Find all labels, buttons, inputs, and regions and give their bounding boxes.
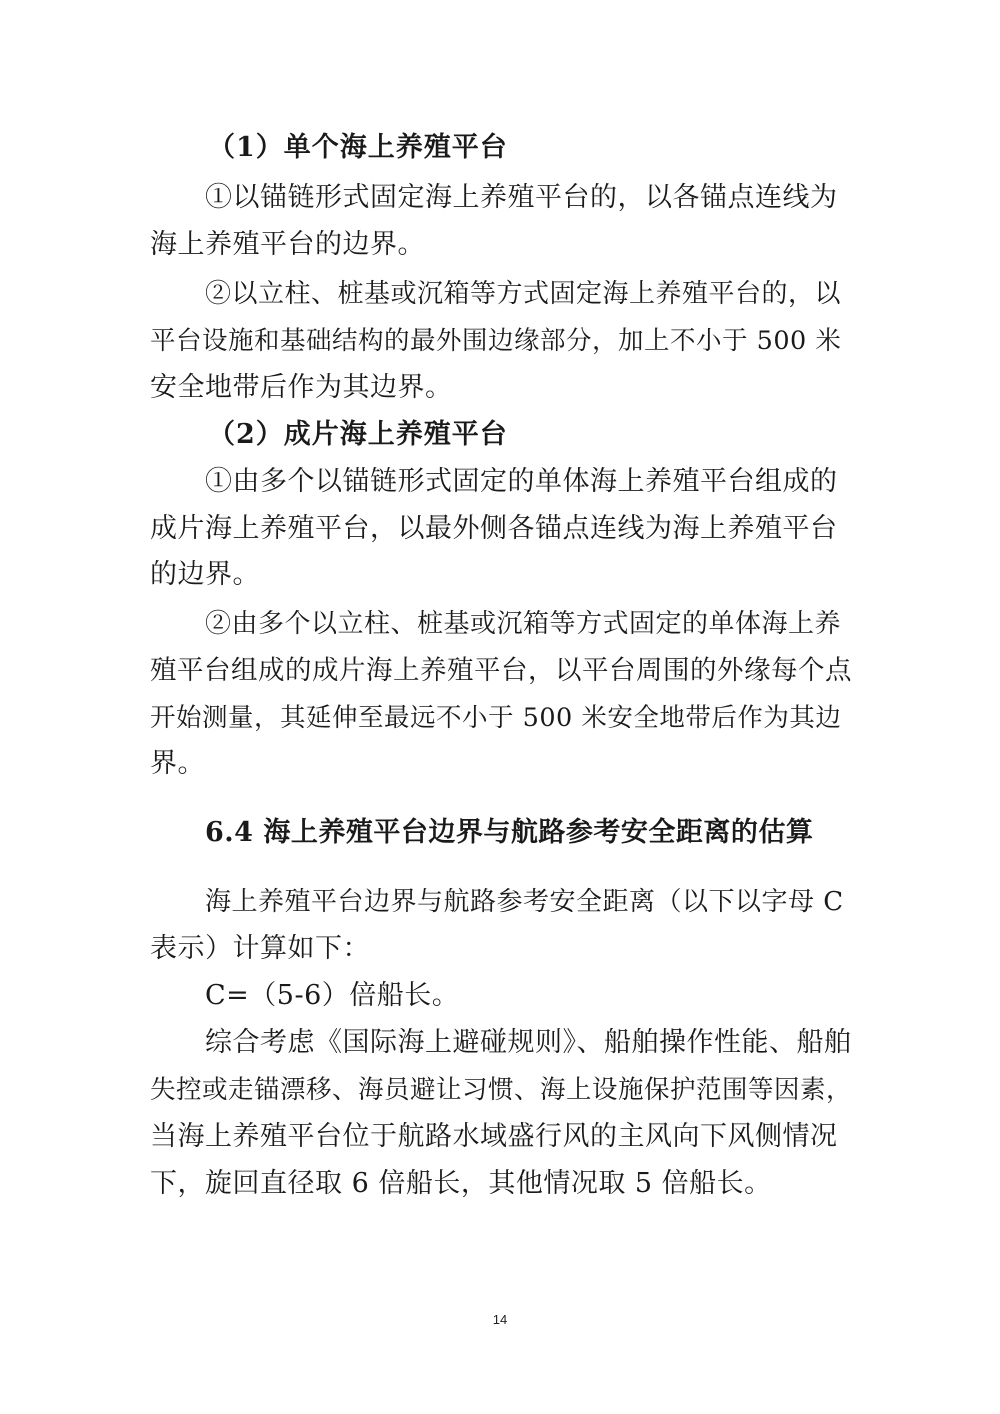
subheading-single-platform: （1）单个海上养殖平台 — [208, 132, 508, 163]
paragraph-line: 海上养殖平台边界与航路参考安全距离（以下以字母 C — [205, 887, 844, 917]
formula-line: C=（5-6）倍船长。 — [205, 980, 460, 1011]
paragraph-line: ①以锚链形式固定海上养殖平台的，以各锚点连线为 — [205, 182, 838, 213]
paragraph-line: 综合考虑《国际海上避碰规则》、船舶操作性能、船舶 — [205, 1027, 852, 1058]
paragraph-line: 殖平台组成的成片海上养殖平台，以平台周围的外缘每个点 — [150, 655, 852, 686]
paragraph-line: ①由多个以锚链形式固定的单体海上养殖平台组成的 — [205, 466, 838, 497]
paragraph-line: 当海上养殖平台位于航路水域盛行风的主风向下风侧情况 — [150, 1121, 838, 1152]
paragraph-line: 成片海上养殖平台，以最外侧各锚点连线为海上养殖平台 — [150, 513, 838, 544]
paragraph-line: 开始测量，其延伸至最远不小于 500 米安全地带后作为其边 — [150, 703, 842, 733]
paragraph-line: 安全地带后作为其边界。 — [150, 372, 453, 403]
paragraph-line: 界。 — [150, 748, 205, 779]
section-heading-6-4: 6.4 海上养殖平台边界与航路参考安全距离的估算 — [205, 817, 814, 848]
paragraph-line: 海上养殖平台的边界。 — [150, 229, 425, 260]
paragraph-line: 表示）计算如下： — [150, 933, 370, 964]
paragraph-line: 的边界。 — [150, 559, 260, 590]
paragraph-line: 下，旋回直径取 6 倍船长，其他情况取 5 倍船长。 — [150, 1168, 772, 1199]
paragraph-line: 平台设施和基础结构的最外围边缘部分，加上不小于 500 米 — [150, 326, 842, 356]
paragraph-line: ②以立柱、桩基或沉箱等方式固定海上养殖平台的，以 — [205, 279, 842, 309]
subheading-group-platform: （2）成片海上养殖平台 — [208, 419, 508, 450]
page-number: 14 — [492, 1312, 508, 1327]
paragraph-line: ②由多个以立柱、桩基或沉箱等方式固定的单体海上养 — [205, 609, 842, 639]
paragraph-line: 失控或走锚漂移、海员避让习惯、海上设施保护范围等因素， — [150, 1075, 853, 1105]
